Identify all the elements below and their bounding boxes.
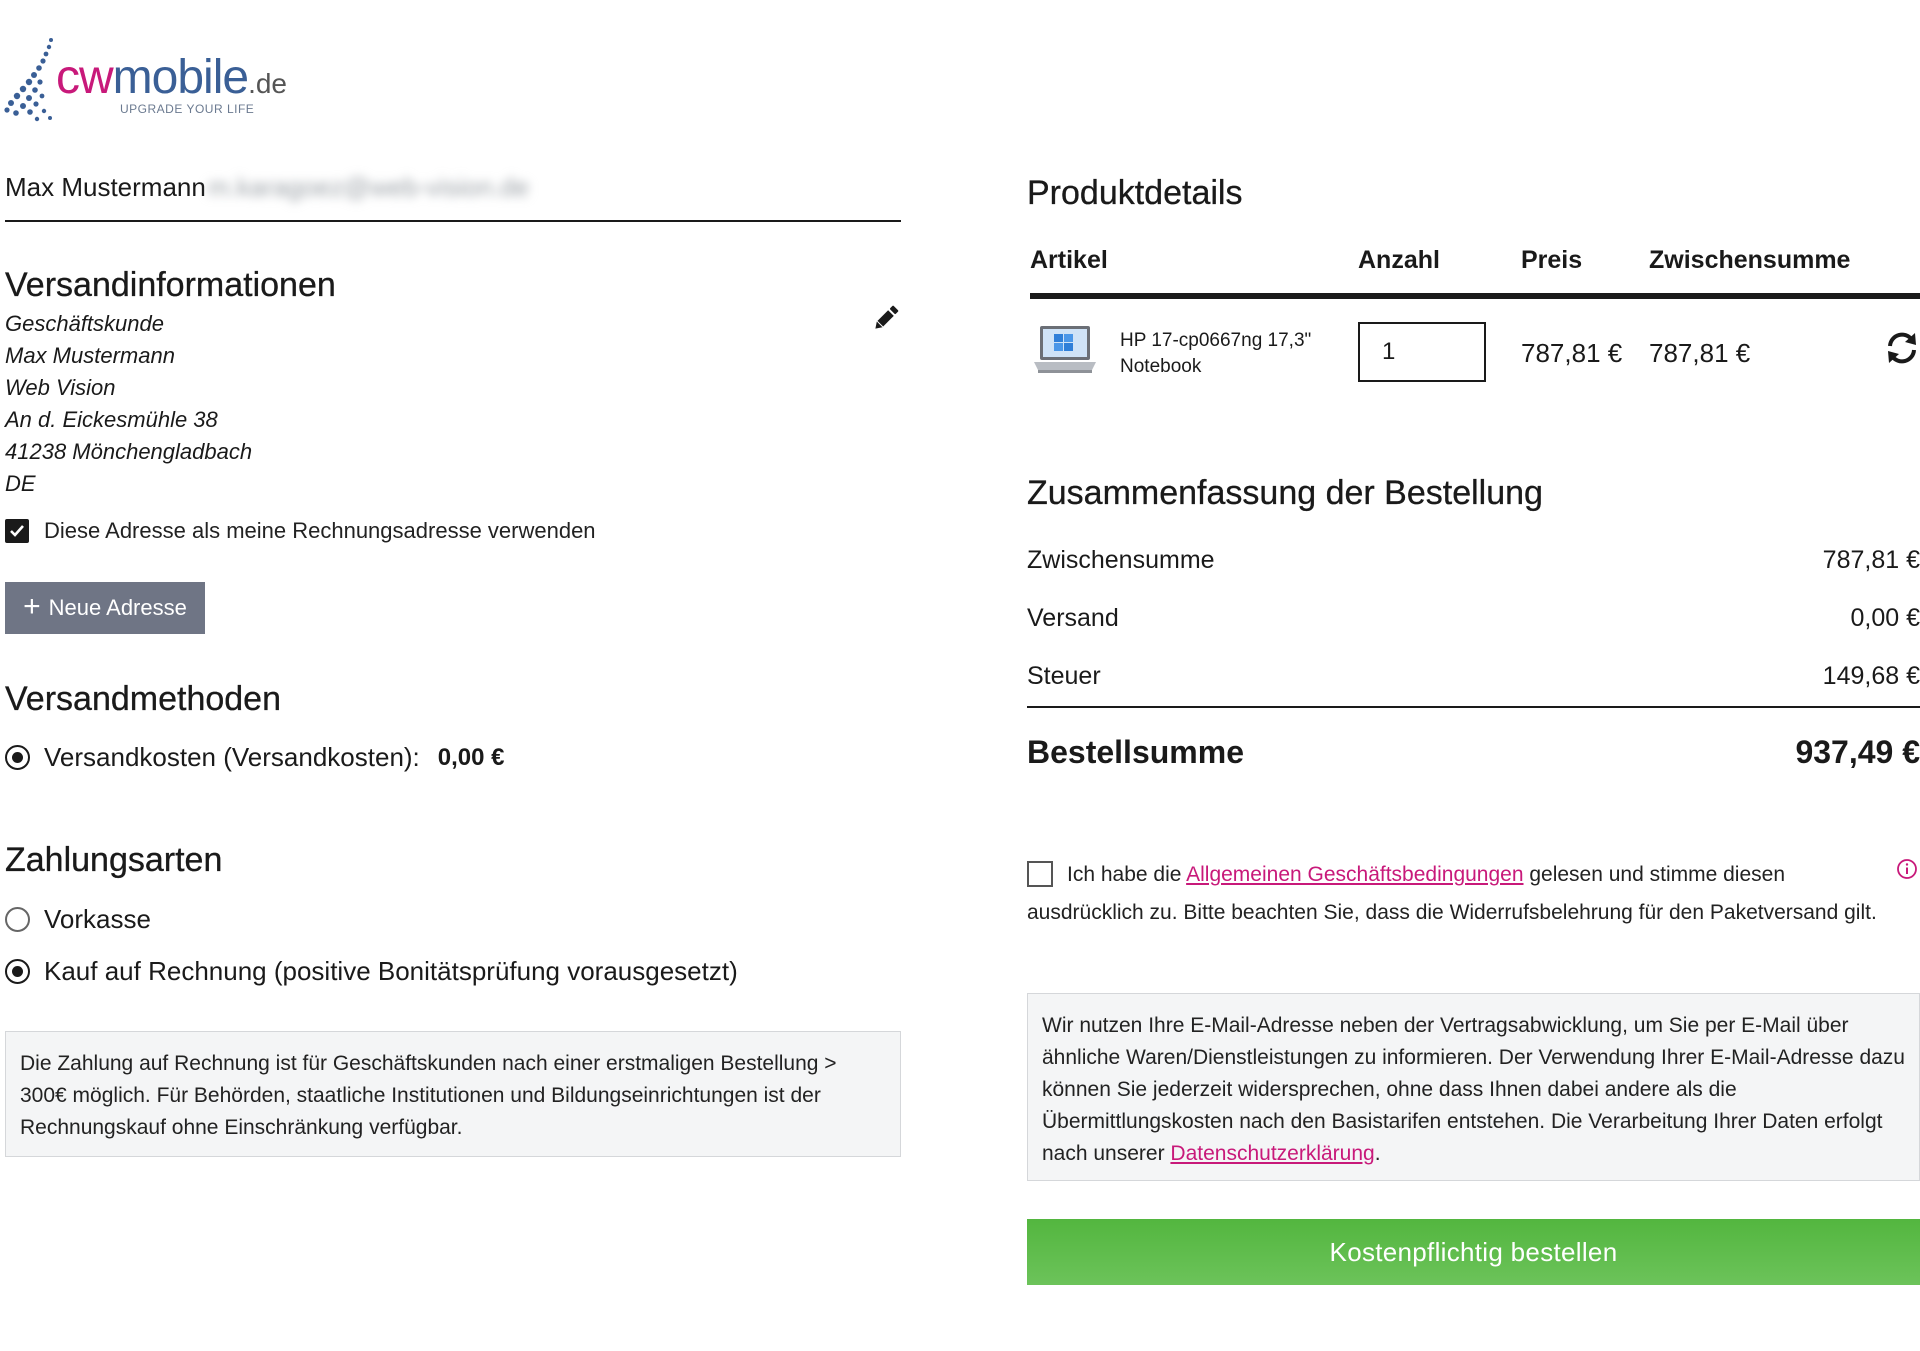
shipping-method-price: 0,00 €: [437, 743, 505, 771]
summary-tax-label: Steuer: [1027, 662, 1101, 690]
summary-shipping-label: Versand: [1027, 604, 1119, 632]
terms-text-post: gelesen und stimme diesen ausdrücklich zu. Bitte beachten Sie, dass die Widerrufsbelehrung für den Paketversand gilt.: [1027, 863, 1877, 924]
product-details-title: Produktdetails: [1027, 174, 1243, 212]
place-order-button[interactable]: Kostenpflichtig bestellen: [1027, 1219, 1920, 1285]
payment-title: Zahlungsarten: [5, 841, 223, 879]
quantity-input[interactable]: [1358, 322, 1486, 382]
col-header-qty: Anzahl: [1358, 246, 1440, 274]
order-summary-title: Zusammenfassung der Bestellung: [1027, 474, 1543, 512]
address-line: DE: [5, 471, 36, 496]
address-line: Geschäftskunde: [5, 311, 164, 336]
summary-shipping-value: 0,00 €: [1850, 604, 1920, 632]
product-name-line2: Notebook: [1120, 356, 1202, 377]
logo[interactable]: [4, 34, 324, 124]
new-address-button[interactable]: [5, 582, 205, 634]
privacy-policy-link[interactable]: Datenschutzerklärung: [1170, 1142, 1375, 1165]
col-header-price: Preis: [1521, 246, 1583, 274]
summary-tax-value: 149,68 €: [1822, 662, 1920, 690]
summary-rule: [1027, 706, 1920, 708]
shipping-address: [5, 308, 252, 500]
summary-subtotal-label: Zwischensumme: [1027, 546, 1215, 574]
billing-same-checkbox-row[interactable]: [5, 518, 596, 544]
logo-cw: cw: [56, 51, 113, 104]
item-subtotal: 787,81 €: [1649, 338, 1751, 368]
info-icon[interactable]: [1896, 858, 1918, 880]
product-name[interactable]: [1120, 328, 1311, 380]
terms-text-pre: Ich habe die: [1067, 863, 1187, 886]
logo-tld: .de: [248, 68, 288, 99]
refresh-icon[interactable]: [1884, 330, 1920, 366]
address-line: Web Vision: [5, 375, 116, 400]
summary-subtotal-row: [1027, 546, 1920, 575]
col-header-subtotal: Zwischensumme: [1649, 246, 1851, 274]
logo-tagline: UPGRADE YOUR LIFE: [120, 102, 255, 116]
plus-icon: +: [23, 590, 41, 623]
logo-wordmark: [56, 51, 288, 104]
summary-total-row: [1027, 734, 1920, 771]
shipping-method-option[interactable]: [5, 742, 505, 773]
billing-same-checkbox[interactable]: [5, 519, 29, 543]
shipping-method-label: Versandkosten (Versandkosten):: [44, 742, 420, 772]
shipping-methods-title: Versandmethoden: [5, 680, 281, 718]
address-line: An d. Eickesmühle 38: [5, 407, 218, 432]
logo-mobile: mobile: [112, 51, 249, 104]
user-name: Max Mustermann: [5, 172, 206, 202]
billing-same-label: Diese Adresse als meine Rechnungsadresse verwenden: [44, 518, 596, 543]
privacy-text: Wir nutzen Ihre E-Mail-Adresse neben der Vertragsabwicklung, um Sie per E-Mail über ähnliche Waren/Dienstleistungen zu informieren. Der Verwendung Ihrer E-Mail-Adresse dazu können Sie jederzeit widersprechen, ohne dass Ihnen dabei andere als die Übermittlungskosten nach den Basistarifen entstehen. Die Verarbeitung Ihrer Daten erfolgt nach unserer: [1042, 1014, 1905, 1165]
laptop-product-image[interactable]: [1032, 322, 1098, 380]
new-address-label: Neue Adresse: [48, 595, 187, 620]
shipping-method-radio[interactable]: [5, 745, 30, 770]
payment-option-label: Kauf auf Rechnung (positive Bonitätsprüfung vorausgesetzt): [44, 956, 738, 986]
payment-radio-invoice[interactable]: [5, 959, 30, 984]
payment-info-box: Die Zahlung auf Rechnung ist für Geschäftskunden nach einer erstmaligen Bestellung > 300€ möglich. Für Behörden, staatliche Institutionen und Bildungseinrichtungen ist der Rechnungskauf ohne Einschränkung verfügbar.: [5, 1031, 901, 1157]
summary-tax-row: [1027, 662, 1920, 691]
terms-link[interactable]: Allgemeinen Geschäftsbedingungen: [1186, 863, 1524, 886]
checkmark-icon: [9, 523, 25, 539]
payment-radio-prepay[interactable]: [5, 907, 30, 932]
col-header-item: Artikel: [1030, 246, 1108, 274]
summary-total-label: Bestellsumme: [1027, 734, 1244, 770]
summary-total-value: 937,49 €: [1795, 734, 1920, 770]
payment-option-invoice[interactable]: [5, 956, 738, 987]
payment-option-prepay[interactable]: [5, 904, 151, 935]
table-header-rule: [1030, 293, 1920, 299]
product-name-line1: HP 17-cp0667ng 17,3": [1120, 330, 1312, 351]
logo-mark-icon: [4, 34, 64, 124]
summary-shipping-row: [1027, 604, 1920, 633]
item-price: 787,81 €: [1521, 338, 1623, 368]
user-email: m.karagoez@web-vision.de: [207, 172, 530, 202]
summary-subtotal-value: 787,81 €: [1822, 546, 1920, 574]
pencil-edit-icon[interactable]: [870, 302, 902, 334]
privacy-notice: [1027, 993, 1920, 1181]
user-row: [5, 172, 901, 222]
address-line: 41238 Mönchengladbach: [5, 439, 253, 464]
privacy-text-end: .: [1374, 1142, 1381, 1165]
shipping-info-title: Versandinformationen: [5, 266, 336, 304]
address-line: Max Mustermann: [5, 343, 175, 368]
payment-option-label: Vorkasse: [44, 904, 151, 934]
terms-checkbox[interactable]: [1027, 861, 1053, 887]
terms-agreement: [1027, 856, 1907, 932]
